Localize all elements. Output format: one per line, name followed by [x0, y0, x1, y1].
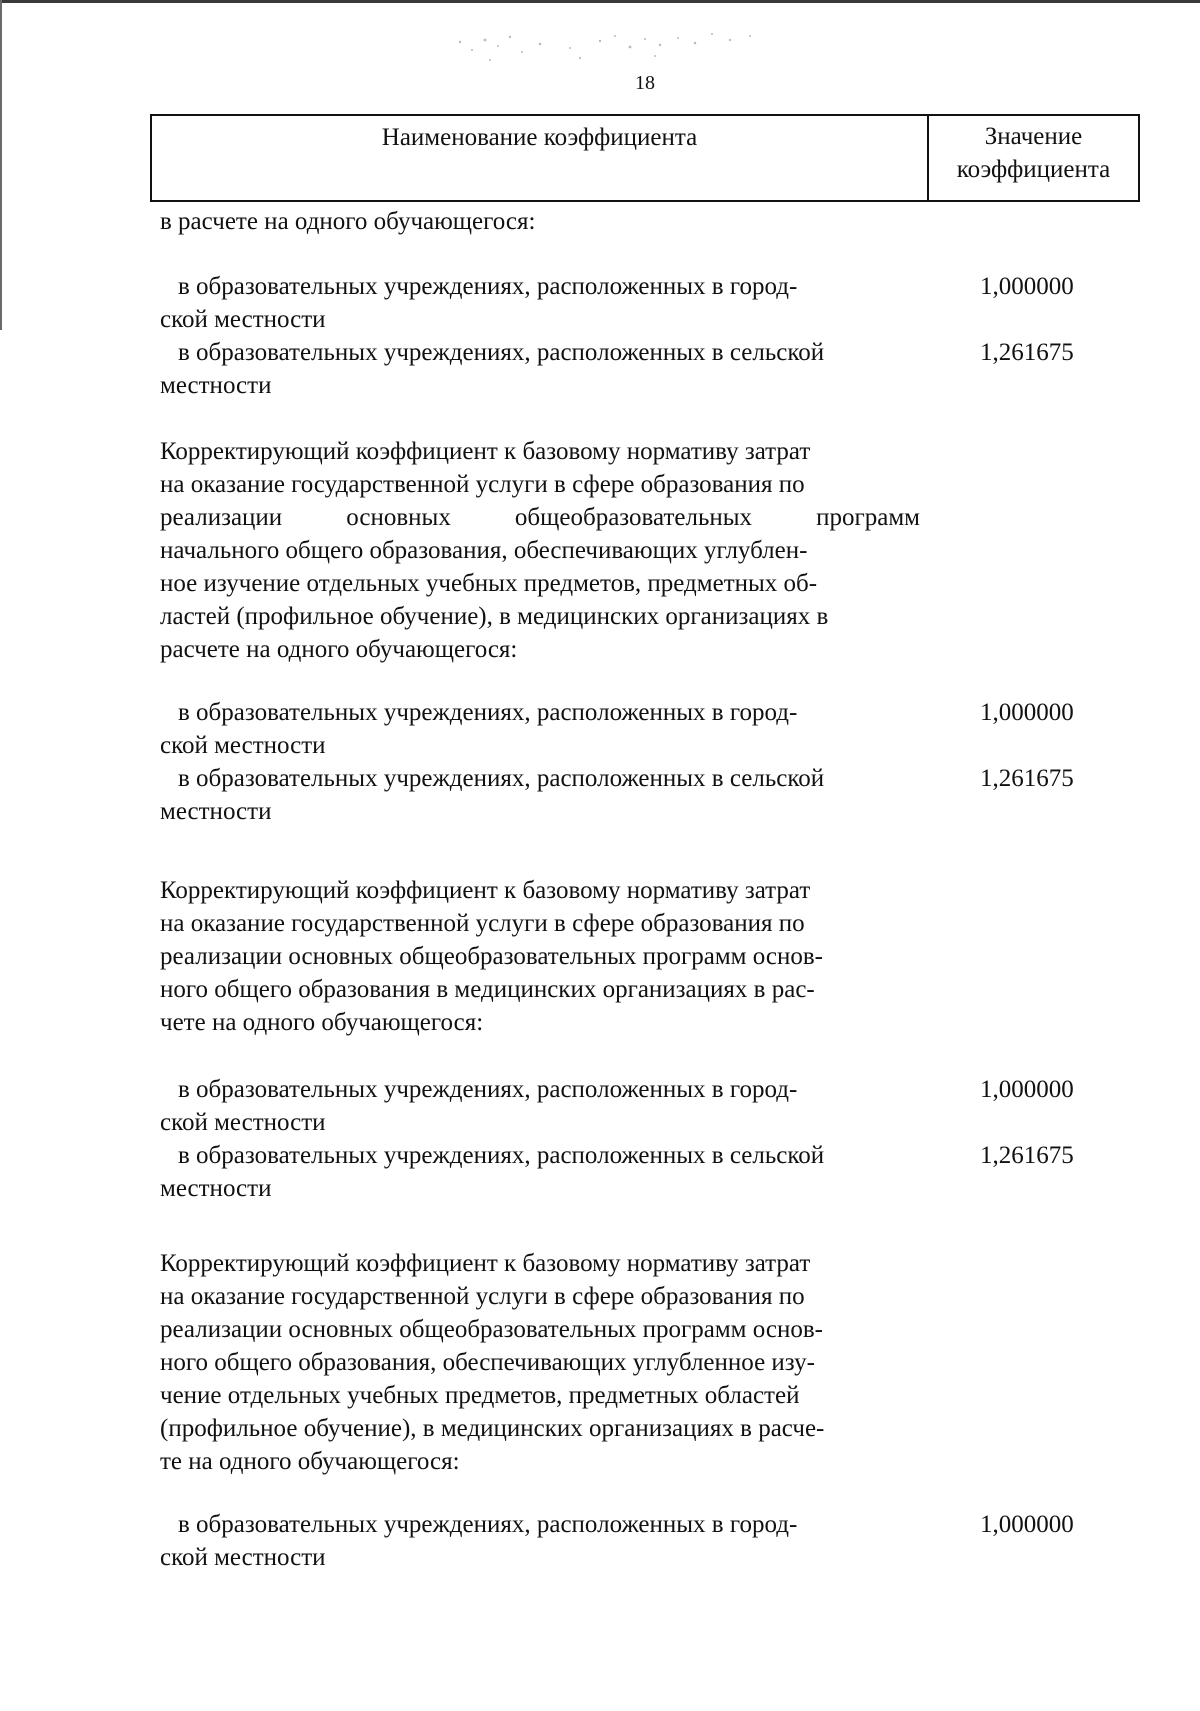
coefficient-value: 1,000000	[980, 1511, 1074, 1538]
entry-text-line1: в образовательных учреждениях, расположенных в сельской	[178, 339, 825, 366]
heading-line: ного общего образования, обеспечивающих углубленное изу-	[160, 1349, 815, 1376]
coefficient-entry-rural	[160, 1139, 920, 1205]
heading-word: основных	[346, 504, 451, 531]
heading-line: Корректирующий коэффициент к базовому нормативу затрат	[160, 438, 811, 465]
coefficient-entry-urban	[160, 270, 920, 336]
entry-text-line1: в образовательных учреждениях, расположенных в город-	[178, 273, 798, 300]
heading-line: чение отдельных учебных предметов, предметных областей	[160, 1382, 800, 1409]
heading-line: на оказание государственной услуги в сфере образования по	[160, 1283, 805, 1310]
entry-text-line2: местности	[160, 1175, 272, 1202]
heading-line: Корректирующий коэффициент к базовому нормативу затрат	[160, 1250, 811, 1277]
coefficient-value: 1,261675	[980, 1142, 1074, 1169]
scan-border-left	[0, 0, 2, 330]
coefficient-value: 1,000000	[980, 273, 1074, 300]
column-header-name: Наименование коэффициента	[152, 116, 929, 200]
coefficient-table-header	[150, 114, 1140, 202]
heading-line	[160, 501, 920, 534]
coefficient-heading	[160, 874, 920, 1039]
entry-text-line2: ской местности	[160, 1109, 326, 1136]
entry-text-line1: в образовательных учреждениях, расположенных в город-	[178, 1511, 798, 1538]
heading-line: начального общего образования, обеспечивающих углублен-	[160, 537, 808, 564]
heading-line: на оказание государственной услуги в сфере образования по	[160, 471, 805, 498]
entry-text-line2: ской местности	[160, 306, 326, 333]
coefficient-value: 1,261675	[980, 339, 1074, 366]
coefficient-heading	[160, 435, 920, 666]
coefficient-value: 1,261675	[980, 765, 1074, 792]
intro-tail-text: в расчете на одного обучающегося:	[160, 208, 536, 235]
column-header-value-line2: коэффициента	[956, 156, 1111, 183]
heading-line: ластей (профильное обучение), в медицинских организациях в	[160, 603, 829, 630]
heading-line: реализации основных общеобразовательных программ основ-	[160, 943, 823, 970]
entry-text-line2: местности	[160, 372, 272, 399]
entry-text-line2: ской местности	[160, 732, 326, 759]
coefficient-entry-rural	[160, 762, 920, 828]
heading-word: реализации	[160, 504, 283, 531]
heading-line: Корректирующий коэффициент к базовому нормативу затрат	[160, 877, 811, 904]
entry-text-line1: в образовательных учреждениях, расположенных в сельской	[178, 765, 825, 792]
entry-text-line1: в образовательных учреждениях, расположенных в сельской	[178, 1142, 825, 1169]
coefficient-entry-rural	[160, 336, 920, 402]
page-number: 18	[635, 72, 655, 94]
faint-stamp-mark	[450, 22, 770, 72]
coefficient-entry-urban	[160, 1508, 920, 1574]
entry-text-line1: в образовательных учреждениях, расположенных в город-	[178, 1076, 798, 1103]
heading-line: чете на одного обучающегося:	[160, 1009, 484, 1036]
column-header-value	[929, 116, 1138, 200]
heading-line: ного общего образования в медицинских организациях в рас-	[160, 976, 815, 1003]
entry-text-line1: в образовательных учреждениях, расположенных в город-	[178, 699, 798, 726]
coefficient-value: 1,000000	[980, 699, 1074, 726]
heading-line: (профильное обучение), в медицинских организациях в расче-	[160, 1415, 825, 1442]
coefficient-heading	[160, 1247, 920, 1478]
entry-text-line2: ской местности	[160, 1544, 326, 1571]
heading-word: общеобразовательных	[514, 504, 753, 531]
heading-line: на оказание государственной услуги в сфере образования по	[160, 910, 805, 937]
heading-line: расчете на одного обучающегося:	[160, 636, 518, 663]
scan-border-top	[0, 0, 1200, 3]
heading-line: ное изучение отдельных учебных предметов, предметных об-	[160, 570, 818, 597]
coefficient-value: 1,000000	[980, 1076, 1074, 1103]
coefficient-entry-urban	[160, 696, 920, 762]
column-header-value-line1: Значение	[984, 123, 1083, 150]
heading-word: программ	[816, 504, 920, 531]
heading-line: реализации основных общеобразовательных программ основ-	[160, 1316, 823, 1343]
coefficient-entry-urban	[160, 1073, 920, 1139]
entry-text-line2: местности	[160, 798, 272, 825]
heading-line: те на одного обучающегося:	[160, 1448, 460, 1475]
